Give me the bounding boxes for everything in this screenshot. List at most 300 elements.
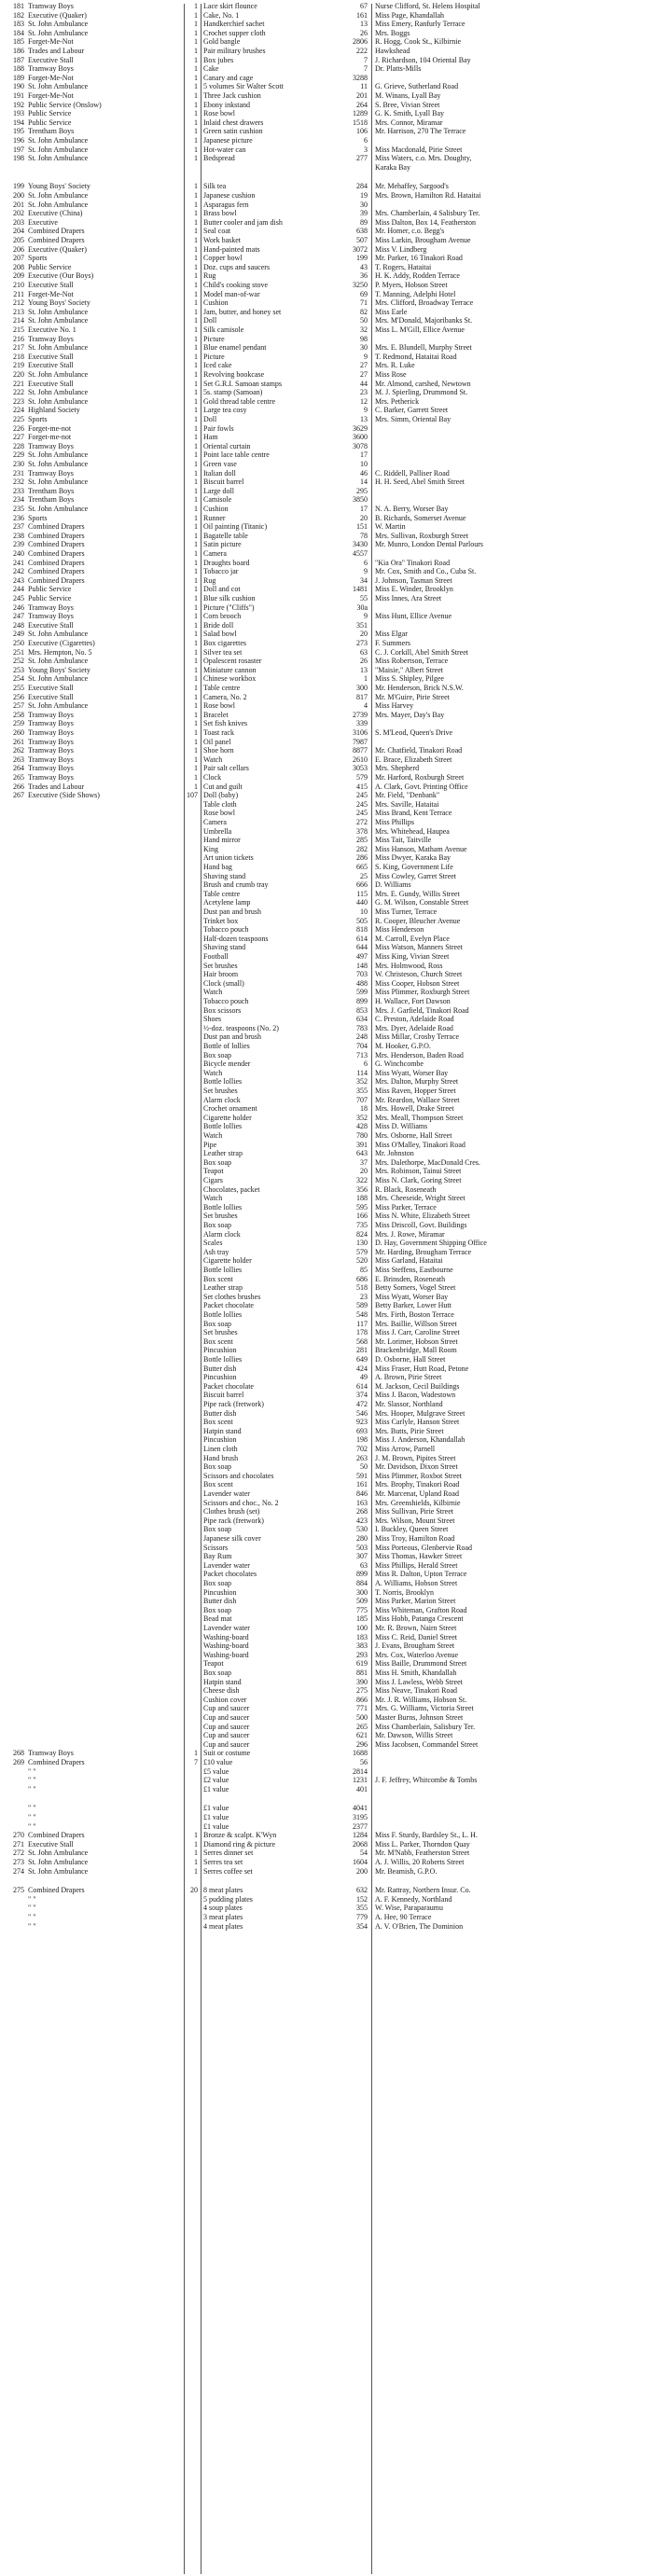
prize-row [0,1886,653,1894]
prize-quantity: 1 [194,109,198,118]
ticket-number: 579 [356,773,368,782]
winner-name: Mr. Marcenat, Upland Road [375,1489,459,1498]
ticket-number: 264 [356,100,368,109]
article-name: Gold thread table centre [203,396,276,406]
article-name: Butter cooler and jam dish [203,217,283,227]
prize-row [0,1337,653,1346]
donor-name: Highland Society [28,406,80,415]
prize-row [0,890,653,898]
prize-quantity: 1 [194,441,198,450]
ticket-number: 846 [356,1489,368,1498]
winner-name: Miss Harvey [375,701,414,711]
donor-name: St. John Ambulance [28,145,89,154]
prize-row [0,145,653,154]
ticket-number: 280 [356,1534,368,1543]
prize-quantity: 1 [194,594,198,602]
prize-quantity: 1 [194,1858,198,1866]
prize-quantity: 1 [194,281,198,289]
donor-name: Young Boys' Society [28,665,90,674]
article-name: Butter dish [203,1364,237,1373]
ticket-number: 49 [360,1373,368,1382]
winner-name: Miss Robertson, Terrace [375,657,449,666]
prize-row [0,1212,653,1220]
donor-name: Executive (Quaker) [28,244,87,254]
donor-name: Tramway Boys [28,719,74,728]
winner-name: Mrs. Henderson, Baden Road [375,1050,464,1059]
prize-quantity: 1 [194,396,198,406]
prize-row [0,719,653,727]
prize-row [0,755,653,764]
prize-number: 200 [13,191,24,200]
prize-row [0,943,653,951]
donor-name: " " [28,1913,36,1921]
prize-row [0,1840,653,1849]
article-name: Cut and guilt [203,782,243,791]
winner-name: Mrs. J. Rowe, Miramar [375,1229,445,1239]
prize-quantity: 1 [194,773,198,782]
prize-row [0,1122,653,1130]
ticket-number: 6 [364,1059,368,1069]
prize-row [0,845,653,853]
article-name: Bottle lollies [203,1266,243,1274]
prize-number: 245 [13,594,24,602]
ticket-number: 34 [360,575,368,585]
donor-name: Young Boys' Society [28,298,90,308]
winner-name: A. Williams, Hobson Street [375,1579,458,1587]
ticket-number: 275 [356,1686,368,1696]
prize-row [0,630,653,638]
prize-number: 236 [13,513,24,522]
prize-number: 190 [13,82,24,91]
donor-name: Forget-Me-Not [28,73,74,82]
ticket-number: 595 [356,1202,368,1212]
winner-name: Miss Earle [375,307,408,316]
ticket-number: 18 [360,1104,368,1114]
ticket-number: 634 [356,1015,368,1024]
prize-number: 205 [13,236,24,244]
winner-name: Mrs. Baillie, Willson Street [375,1319,457,1328]
prize-row [0,1409,653,1418]
ticket-number: 151 [356,522,368,532]
ticket-number: 4557 [353,549,368,558]
prize-number: 203 [13,217,24,227]
article-name: Picture [203,352,225,361]
prize-row [0,657,653,665]
donor-name: Combined Drapers [28,1758,85,1766]
winner-name: Miss Larkin, Brougham Avenue [375,236,471,244]
winner-name: Mr. Slassor, Northland [375,1400,443,1408]
prize-quantity: 1 [194,254,198,263]
prize-number: 232 [13,478,24,487]
prize-row [0,853,653,862]
ticket-number: 201 [356,91,368,100]
article-name: Jam, butter, and honey set [203,307,282,316]
prize-quantity: 1 [194,674,198,684]
winner-name: Miss Phillips [375,818,415,826]
ticket-number: 440 [356,898,368,907]
winner-name: Miss Jacobsen, Commandel Street [375,1739,479,1749]
donor-name: Public Service [28,109,72,118]
prize-quantity: 1 [194,47,198,55]
ticket-number: 23 [360,1292,368,1301]
article-name: Cushion [203,298,229,308]
article-name: Acetylene lamp [203,898,251,907]
prize-row [0,639,653,647]
winner-name: Miss Troy, Hamilton Road [375,1534,455,1543]
article-name: Draughts board [203,558,250,567]
article-name: Three Jack cushion [203,91,261,100]
prize-number: 204 [13,227,24,236]
prize-row [0,863,653,871]
article-name: Clock [203,773,222,782]
ticket-number: 2739 [353,710,368,719]
ticket-number: 185 [356,1614,368,1624]
ticket-number: 25 [360,871,368,880]
article-name: Linen cloth [203,1445,238,1453]
ticket-number: 638 [356,227,368,236]
winner-name: Miss Thomas, Hawker Street [375,1552,463,1561]
ticket-number: 9 [364,352,368,361]
article-name: Bottle lollies [203,1355,243,1364]
prize-quantity: 1 [194,136,198,145]
ticket-number: 12 [360,396,368,406]
article-name: Bronze & scalpt. K'Wyn [203,1831,277,1840]
donor-name: Executive Stall [28,692,74,701]
article-name: Scissors and chocolates [203,1471,274,1480]
ticket-number: 20 [360,630,368,639]
article-name: Shoe horn [203,746,234,755]
prize-row [0,917,653,925]
winner-name: J. Johnson, Tasman Street [375,575,452,585]
donor-name: Combined Drapers [28,558,85,567]
ticket-number: 923 [356,1418,368,1427]
winner-name: A. Brown, Pirie Street [375,1373,442,1382]
winner-name: Hawkshead [375,47,410,55]
ticket-number: 71 [360,298,368,308]
ticket-number: 509 [356,1597,368,1606]
winner-name: Mr. Cox, Smith and Co., Cuba St. [375,567,477,576]
winner-name: H. H. Seed, Abel Smith Street [375,478,465,487]
prize-number: 240 [13,549,24,558]
prize-quantity: 1 [194,10,198,20]
article-name: Revolving bookcase [203,370,265,379]
donor-name: St. John Ambulance [28,20,89,29]
article-name: Italian doll [203,468,236,478]
prize-row [0,380,653,388]
prize-quantity: 1 [194,746,198,755]
prize-row [0,738,653,746]
winner-name: Mr. Field, "Denbank" [375,791,440,800]
ticket-number: 272 [356,818,368,826]
winner-name: A. V. O'Brien, The Dominion [375,1921,464,1931]
ticket-number: 352 [356,1077,368,1087]
ticket-number: 632 [356,1886,368,1895]
winner-name: J. Evans, Brougham Street [375,1641,455,1651]
article-name: Leather strap [203,1149,243,1158]
prize-number: 271 [13,1839,24,1849]
prize-number: 230 [13,460,24,468]
donor-name: Executive (Quaker) [28,10,87,20]
ticket-number: 693 [356,1426,368,1435]
prize-quantity: 1 [194,719,198,728]
prize-row [0,1176,653,1184]
article-name: ½-doz. teaspoons (No. 2) [203,1023,279,1032]
donor-name: Combined Drapers [28,236,85,244]
prize-row [0,1104,653,1113]
prize-row [0,1678,653,1686]
article-name: Rug [203,575,216,585]
prize-number: 274 [13,1866,24,1876]
article-name: Tobacco jar [203,567,239,576]
prize-row [0,1776,653,1784]
prize-row [0,29,653,37]
article-name: Silk camisole [203,325,244,334]
ticket-number: 507 [356,236,368,244]
winner-name: G. Grieve, Sutherland Road [375,82,459,91]
article-name: Camisole [203,495,232,505]
prize-quantity: 1 [194,522,198,532]
article-name: £10 value [203,1758,233,1766]
winner-name: P. Myers, Hobson Street [375,281,448,289]
prize-quantity: 1 [194,316,198,325]
prize-quantity: 1 [194,64,198,74]
ticket-number: 130 [356,1239,368,1248]
donor-name: St. John Ambulance [28,154,89,163]
winner-name: Mr. Munro, London Dental Parlours [375,540,483,549]
ticket-number: 2377 [353,1821,368,1831]
ticket-number: 1481 [353,585,368,594]
donor-name: Executive Stall [28,1839,74,1849]
winner-name: Mrs. Osborne, Hall Street [375,1131,452,1140]
winner-name: "Kia Ora" Tinakori Road [375,558,451,567]
winner-name: Mrs. Whitehead, Haupea [375,826,450,836]
donor-name: Executive Stall [28,55,74,64]
prize-row [0,1804,653,1812]
prize-row [0,201,653,209]
winner-name: Miss E. Winder, Brooklyn [375,585,453,594]
donor-name: " " [28,1904,36,1913]
prize-number: 247 [13,612,24,621]
winner-name: T. Manning, Adelphi Hotel [375,289,456,298]
prize-row [0,1275,653,1283]
winner-name: Miss L. M'Gill, Ellice Avenue [375,325,465,334]
ticket-number: 30 [360,343,368,353]
prize-quantity: 1 [194,271,198,281]
article-name: Silver tea set [203,647,243,657]
ticket-number: 599 [356,988,368,997]
ticket-number: 4 [364,701,368,711]
donor-name: Executive Stall [28,620,74,630]
donor-name: " " [28,1784,36,1794]
article-name: Oriental curtain [203,441,251,450]
article-name: Football [203,952,229,961]
article-name: Rug [203,271,216,281]
prize-row [0,281,653,289]
ticket-number: 166 [356,1212,368,1221]
prize-row [0,1641,653,1650]
prize-row [0,1669,653,1677]
ticket-number: 1 [364,674,368,684]
article-name: Hatpin stand [203,1677,242,1686]
winner-name: I. Buckley, Queen Street [375,1525,449,1534]
winner-name: Miss Emery, Ranfurly Terrace [375,20,465,29]
donor-name: " " [28,1894,36,1904]
donor-name: St. John Ambulance [28,191,89,200]
winner-name: Mr. Henderson, Brick N.S.W. [375,684,464,692]
ticket-number: 704 [356,1042,368,1050]
ticket-number: 295 [356,486,368,495]
article-name: Brush and crumb tray [203,880,269,890]
prize-row [0,1913,653,1921]
article-name: Cup and saucer [203,1739,250,1749]
ticket-number: 3072 [353,244,368,254]
article-name: Art union tickets [203,853,254,863]
prize-row [0,1400,653,1408]
article-name: Box scent [203,1418,233,1427]
winner-name: Mrs. Hooper, Mulgrave Street [375,1408,465,1418]
winner-name: Mrs. Chamberlain, 4 Salisbury Ter. [375,209,480,218]
donor-name: " " [28,1821,36,1831]
winner-name: Mrs. Boggs [375,28,410,37]
article-name: Dust pan and brush [203,907,261,916]
donor-name: Sports [28,513,48,522]
ticket-number: 472 [356,1400,368,1408]
ticket-number: 3288 [353,73,368,82]
article-name: Cheese dish [203,1686,240,1696]
ticket-number: 322 [356,1176,368,1184]
winner-name: Miss Watson, Manners Street [375,943,463,952]
ticket-number: 273 [356,639,368,647]
prize-row [0,836,653,844]
ticket-number: 824 [356,1229,368,1239]
ticket-number: 497 [356,952,368,961]
winner-name: Miss H. Smith, Khandallah [375,1669,457,1677]
prize-quantity: 1 [194,1866,198,1876]
donor-name: Executive Stall [28,281,74,289]
article-name: Teapot [203,1659,224,1669]
donor-name: Tramway Boys [28,1749,74,1758]
prize-quantity: 1 [194,127,198,136]
article-name: Washing-board [203,1650,249,1659]
ticket-number: 899 [356,997,368,1005]
prize-row [0,1731,653,1739]
article-name: Camera [203,549,227,558]
ticket-number: 703 [356,970,368,979]
winner-name: Mr. Harford, Roxburgh Street [375,773,465,782]
prize-number: 228 [13,441,24,450]
winner-name: D. Hay, Government Shipping Office [375,1239,487,1248]
winner-name: Mr. Parker, 16 Tinakori Road [375,254,463,263]
prize-number: 256 [13,692,24,701]
prize-row [0,1069,653,1077]
donor-name: Combined Drapers [28,567,85,576]
article-name: Japanese picture [203,136,253,145]
article-name: Pipe rack (fretwork) [203,1516,264,1525]
prize-quantity: 1 [194,478,198,487]
winner-name: Miss Parker, Terrace [375,1202,437,1212]
article-name: Watch [203,1194,223,1203]
prize-row [0,666,653,674]
prize-number: 220 [13,370,24,379]
prize-row [0,450,653,459]
winner-name: Miss S. Shipley, Pilgee [375,674,444,684]
prize-row [0,952,653,961]
prize-number: 268 [13,1749,24,1758]
article-name: Oil painting (Titanic) [203,522,268,532]
prize-row [0,1922,653,1931]
ticket-number: 355 [356,1087,368,1095]
winner-name: Miss Page, Khandallah [375,10,444,20]
article-name: Box scent [203,1336,233,1346]
prize-quantity: 1 [194,191,198,200]
prize-row [0,1248,653,1256]
ticket-number: 378 [356,826,368,836]
prize-row [0,64,653,73]
prize-quantity: 1 [194,379,198,388]
ticket-number: 666 [356,880,368,890]
prize-row [0,925,653,934]
article-name: Alarm clock [203,1095,241,1104]
article-name: Green vase [203,460,237,468]
prize-quantity: 1 [194,460,198,468]
prize-row [0,907,653,916]
prize-row [0,1024,653,1032]
prize-row [0,603,653,612]
article-name: £1 value [203,1821,229,1831]
ticket-number: 3250 [353,281,368,289]
ticket-number: 354 [356,1921,368,1931]
winner-name: Miss Innes, Ara Street [375,594,442,602]
prize-row [0,1499,653,1507]
ticket-number: 383 [356,1641,368,1651]
donor-name: Tramway Boys [28,2,74,10]
prize-row [0,532,653,540]
article-name: Bottle lollies [203,1122,243,1131]
prize-number: 213 [13,307,24,316]
article-name: Box soap [203,1050,231,1059]
winner-name: D. Osborne, Hall Street [375,1355,446,1364]
ticket-number: 1231 [353,1776,368,1785]
ticket-number: 114 [356,1068,368,1077]
prize-quantity: 1 [194,154,198,163]
ticket-number: 339 [356,719,368,728]
winner-name: Miss Plimmer, Roxbot Street [375,1471,463,1480]
winner-name: Mrs. R. Luke [375,361,415,370]
prize-row [0,1042,653,1050]
prize-number: 224 [13,406,24,415]
article-name: Rose bowl [203,809,235,818]
prize-number: 255 [13,684,24,692]
article-name: Lavender water [203,1489,250,1498]
donor-name: Forget-me-not [28,423,72,433]
prize-row [0,1320,653,1328]
prize-row [0,522,653,531]
winner-name: E. Brinsden, Roseneath [375,1274,446,1283]
donor-name: Executive No. 1 [28,325,76,334]
ticket-number: 248 [356,1032,368,1042]
article-name: Cushion cover [203,1695,247,1704]
winner-name: Miss R. Dalton, Upton Terrace [375,1570,467,1579]
winner-name: J. M. Brown, Pipites Street [375,1453,456,1462]
donor-name: St. John Ambulance [28,674,89,684]
winner-name: Miss Sullivan, Pirie Street [375,1507,453,1517]
winner-name: Miss J. Anderson, Khandallah [375,1435,465,1445]
article-name: Watch [203,988,223,997]
article-name: Box scent [203,1274,233,1283]
winner-name: Miss Fraser, Hutt Road, Petone [375,1364,469,1373]
article-name: Diamond ring & picture [203,1839,276,1849]
winner-name: Mrs. E. Blundell, Murphy Street [375,343,472,353]
